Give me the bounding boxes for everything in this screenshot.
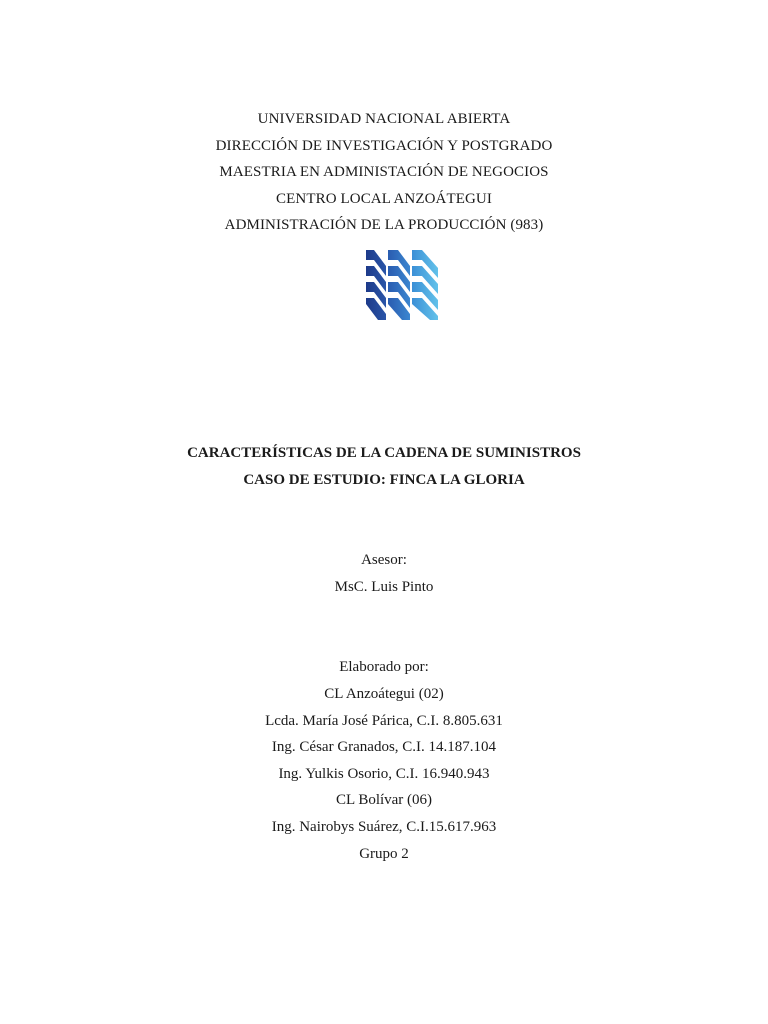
- author-group-bolivar: CL Bolívar (06): [335, 792, 433, 808]
- course-name: ADMINISTRACIÓN DE LA PRODUCCIÓN (983): [224, 217, 544, 233]
- directorate-name: DIRECCIÓN DE INVESTIGACIÓN Y POSTGRADO: [215, 138, 553, 154]
- author-line: Ing. Yulkis Osorio, C.I. 16.940.943: [278, 766, 490, 782]
- author-group-anzoategui: CL Anzoátegui (02): [324, 686, 444, 702]
- una-logo-icon: [364, 246, 440, 322]
- group-label: Grupo 2: [359, 846, 409, 862]
- advisor-name: MsC. Luis Pinto: [334, 579, 434, 595]
- program-name: MAESTRIA EN ADMINISTACIÓN DE NEGOCIOS: [219, 164, 549, 180]
- local-center-name: CENTRO LOCAL ANZOÁTEGUI: [276, 191, 492, 207]
- advisor-label: Asesor:: [361, 552, 407, 568]
- author-line: Lcda. María José Párica, C.I. 8.805.631: [265, 713, 503, 729]
- document-title: CARACTERÍSTICAS DE LA CADENA DE SUMINISTROS: [187, 445, 581, 461]
- authors-label: Elaborado por:: [339, 659, 429, 675]
- document-subtitle: CASO DE ESTUDIO: FINCA LA GLORIA: [243, 472, 525, 488]
- author-line: Ing. César Granados, C.I. 14.187.104: [271, 739, 497, 755]
- university-name: UNIVERSIDAD NACIONAL ABIERTA: [257, 111, 511, 127]
- author-line: Ing. Nairobys Suárez, C.I.15.617.963: [271, 819, 497, 835]
